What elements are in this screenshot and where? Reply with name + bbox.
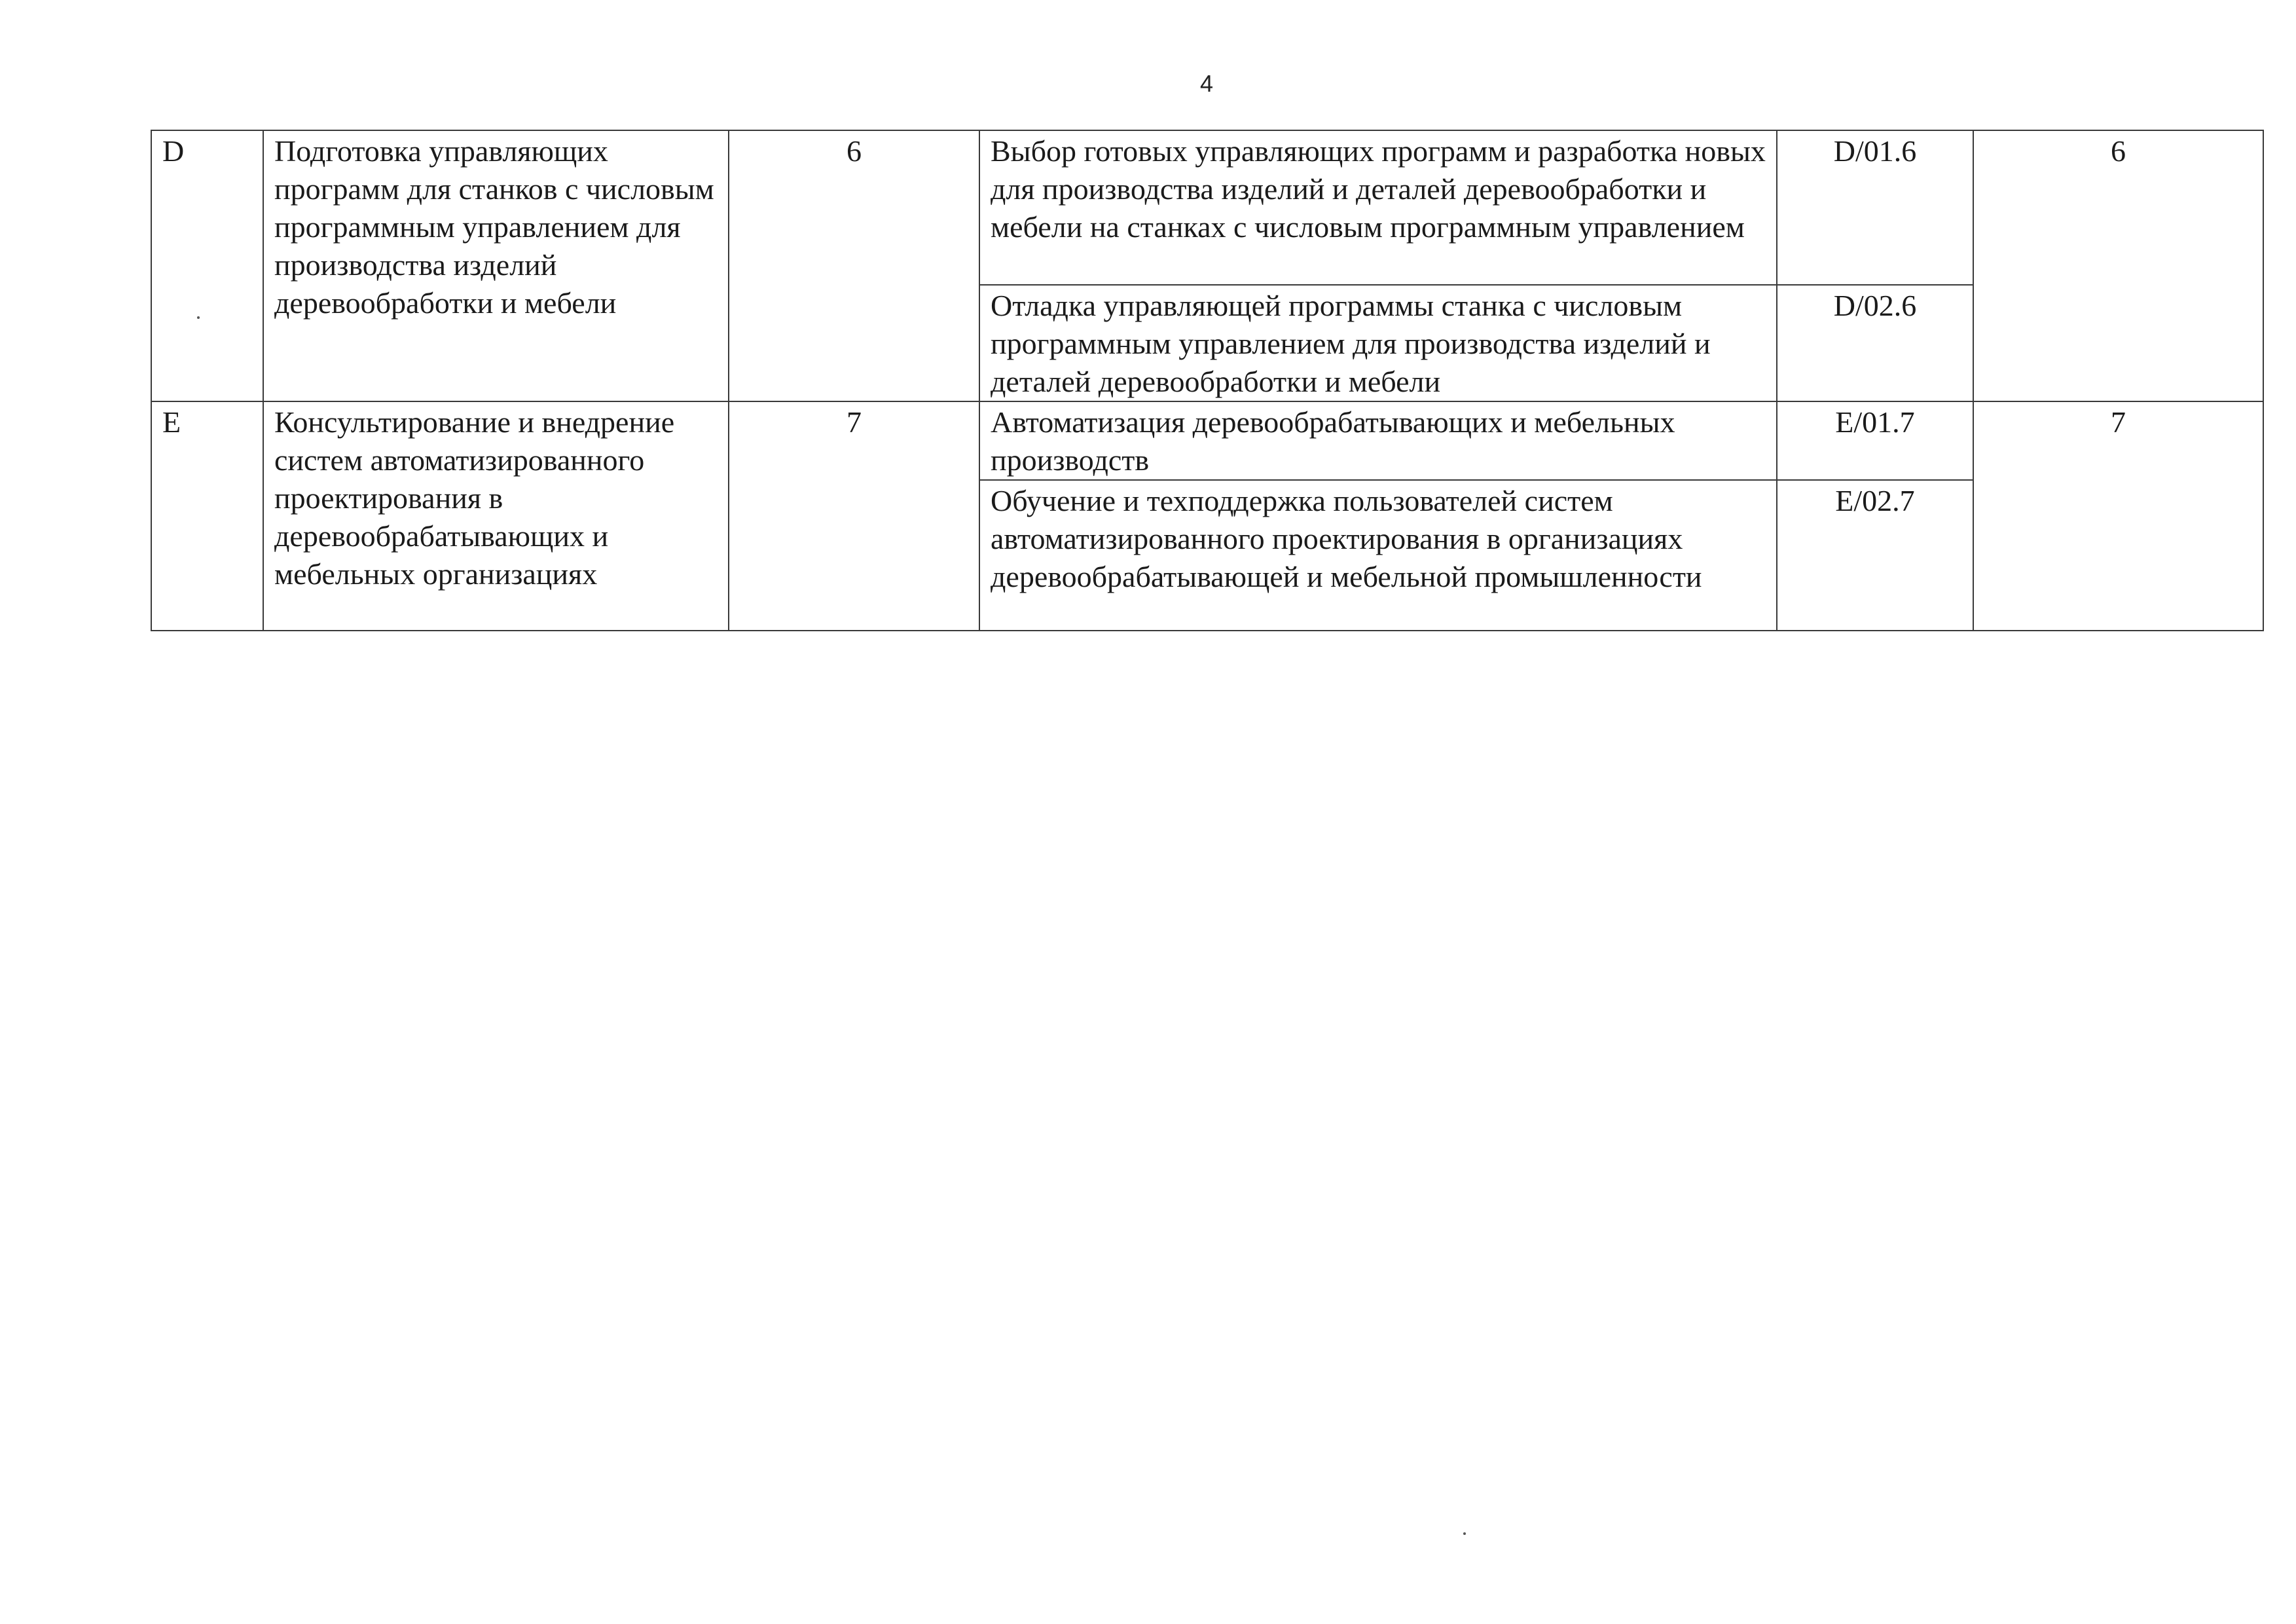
sub-qualification-level: 7 bbox=[1973, 401, 2263, 631]
labor-function-name: Выбор готовых управляющих программ и разработка новых для производства изделий и деталей деревообработки и мебели на станках с числовым программным управлением bbox=[979, 130, 1777, 285]
page-number: 4 bbox=[1199, 70, 1214, 97]
generalized-function-name: Консультирование и внедрение систем автоматизированного проектирования в деревообрабатывающих и мебельных организациях bbox=[263, 401, 729, 631]
labor-function-name: Автоматизация деревообрабатывающих и мебельных производств bbox=[979, 401, 1777, 480]
labor-functions-table bbox=[151, 130, 2264, 631]
labor-function-code: D/02.6 bbox=[1777, 285, 1973, 401]
scan-speck bbox=[197, 316, 200, 319]
generalized-function-name: Подготовка управляющих программ для станков с числовым программным управлением для производства изделий деревообработки и мебели bbox=[263, 130, 729, 401]
labor-function-name: Обучение и техподдержка пользователей систем автоматизированного проектирования в организациях деревообрабатывающей и мебельной промышленности bbox=[979, 480, 1777, 631]
qualification-level: 7 bbox=[729, 401, 979, 631]
qualification-level: 6 bbox=[729, 130, 979, 401]
generalized-function-code: E bbox=[151, 401, 263, 631]
labor-function-code: D/01.6 bbox=[1777, 130, 1973, 285]
labor-function-name: Отладка управляющей программы станка с числовым программным управлением для производства изделий и деталей деревообработки и мебели bbox=[979, 285, 1777, 401]
sub-qualification-level: 6 bbox=[1973, 130, 2263, 401]
table-row bbox=[151, 130, 2263, 285]
labor-function-code: E/02.7 bbox=[1777, 480, 1973, 631]
generalized-function-code: D bbox=[151, 130, 263, 401]
table-row bbox=[151, 401, 2263, 480]
scan-speck bbox=[1463, 1532, 1466, 1535]
labor-function-code: E/01.7 bbox=[1777, 401, 1973, 480]
